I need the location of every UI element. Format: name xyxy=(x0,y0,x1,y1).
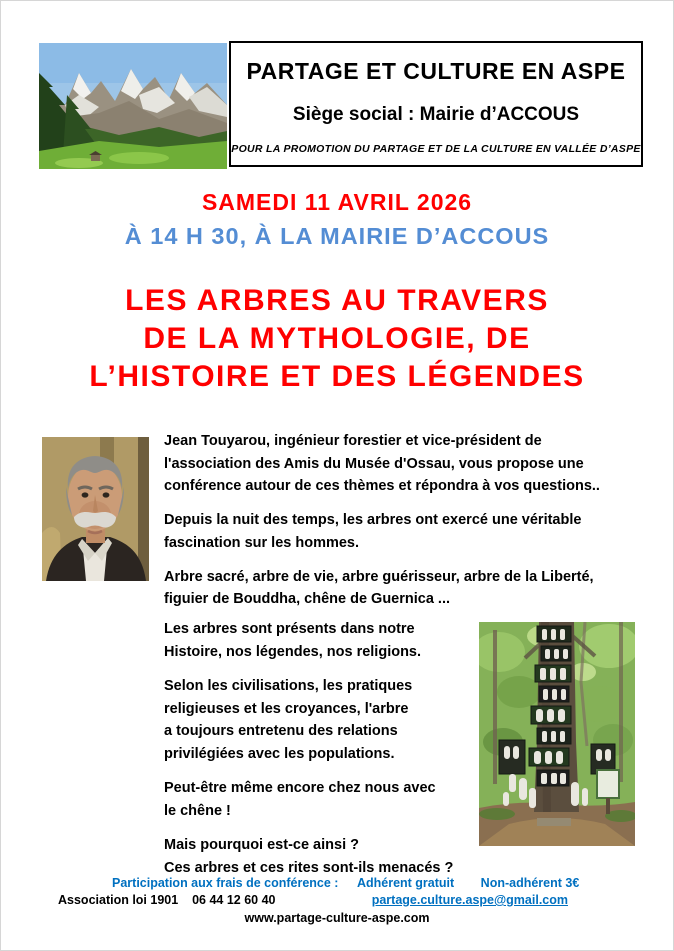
association-address: Siège social : Mairie d’ACCOUS xyxy=(292,104,580,125)
paragraph-fascination: Depuis la nuit des temps, les arbres ont exercé une véritable fascination sur les hommes. xyxy=(164,512,582,551)
paragraph-civilisations: Selon les civilisations, les pratiques religieuses et les croyances, l'arbre a toujours entretenu des relations privilégiées avec les populations. xyxy=(164,678,413,762)
shrine-tree-illustration xyxy=(479,622,635,846)
website-url: www.partage-culture-aspe.com xyxy=(244,911,430,925)
email-link[interactable]: partage.culture.aspe@gmail.com xyxy=(371,893,568,907)
event-date-heading: SAMEDI 11 AVRIL 2026 xyxy=(201,189,473,215)
event-time-place-heading: À 14 H 30, À LA MAIRIE D’ACCOUS xyxy=(124,223,550,249)
event-title: LES ARBRES AU TRAVERS DE LA MYTHOLOGIE, DE L’HISTOIRE ET DES LÉGENDES xyxy=(89,284,585,393)
paragraph-sacred-trees: Arbre sacré, arbre de vie, arbre guérisseur, arbre de la Liberté, figuier de Bouddha, chêne de Guernica ... xyxy=(164,568,594,607)
speaker-portrait-illustration xyxy=(42,437,149,581)
non-member-fee: Non-adhérent 3€ xyxy=(480,876,580,890)
shrine-tree-photo xyxy=(479,622,635,846)
fees-line xyxy=(112,876,579,890)
paragraph-trees-history: Les arbres sont présents dans notre Histoire, nos légendes, nos religions. xyxy=(164,621,422,660)
association-header-box xyxy=(229,41,643,167)
detail-text-column xyxy=(164,618,476,891)
paragraph-oak: Peut-être même encore chez nous avec le chêne ! xyxy=(164,780,436,819)
intro-text-column xyxy=(164,430,664,622)
association-name: PARTAGE ET CULTURE EN ASPE xyxy=(246,58,626,84)
member-fee: Adhérent gratuit xyxy=(356,876,455,890)
mountain-landscape-illustration xyxy=(39,43,227,169)
paragraph-speaker-intro: Jean Touyarou, ingénieur forestier et vice-président de l'association des Amis du Musée d'Ossau, vous propose une conférence autour de ces thèmes et répondra à vos questions.. xyxy=(164,433,600,494)
association-tagline: POUR LA PROMOTION DU PARTAGE ET DE LA CULTURE EN VALLÉE D’ASPE xyxy=(231,143,641,155)
speaker-portrait-photo xyxy=(42,437,149,581)
association-legal-phone: Association loi 1901 06 44 12 60 40 xyxy=(58,893,276,907)
paragraph-questions: Mais pourquoi est-ce ainsi ? Ces arbres et ces rites sont-ils menacés ? xyxy=(164,837,454,876)
fees-label: Participation aux frais de conférence : xyxy=(112,876,339,890)
mountain-landscape-photo xyxy=(39,43,227,169)
